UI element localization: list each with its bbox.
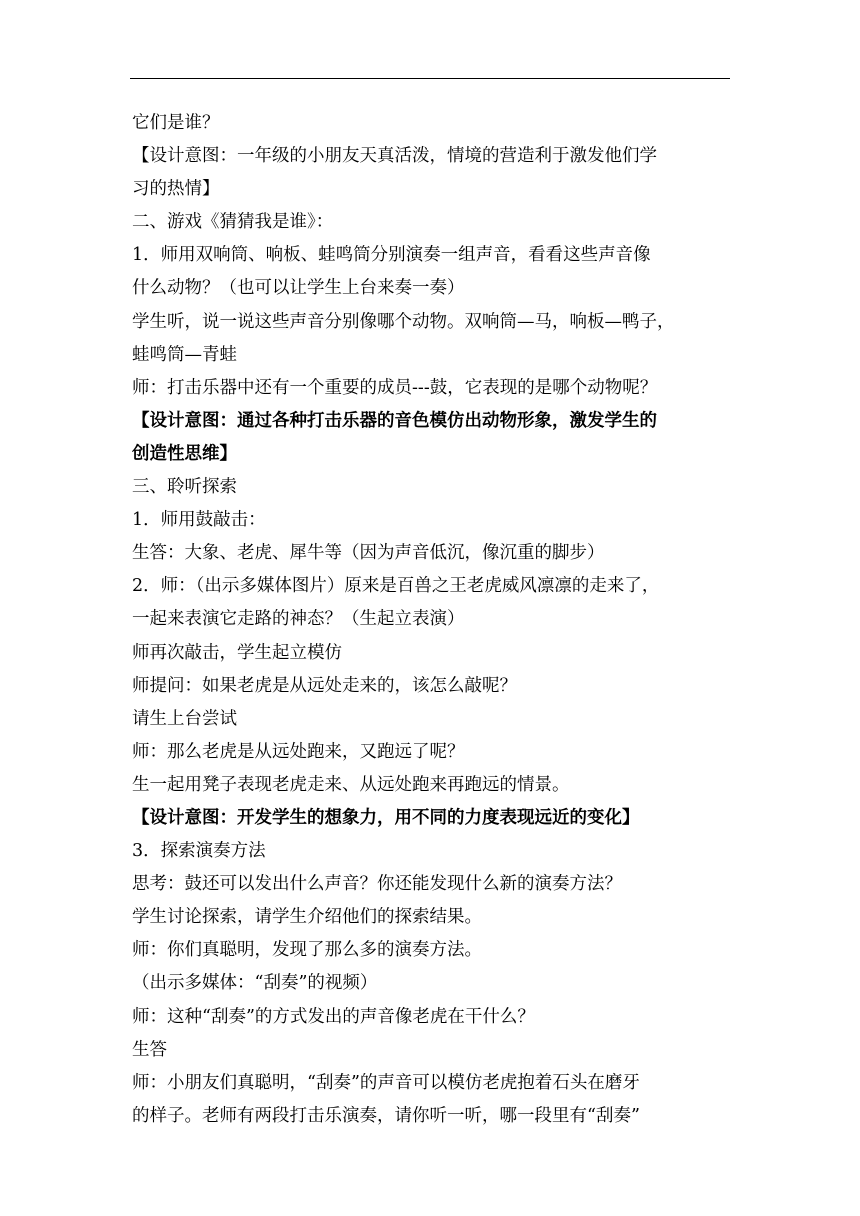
text-line: 什么动物？（也可以让学生上台来奏一奏） xyxy=(132,278,465,299)
text-line: 请生上台尝试 xyxy=(132,708,237,729)
text-line: （出示多媒体：“刮奏”的视频） xyxy=(132,973,378,994)
text-line: 师：你们真聪明，发现了那么多的演奏方法。 xyxy=(132,940,482,961)
text-line: 创造性思维】 xyxy=(132,443,237,464)
text-line: 学生讨论探索，请学生介绍他们的探索结果。 xyxy=(132,907,482,928)
text-line: 【设计意图：一年级的小朋友天真活泼，情境的营造利于激发他们学 xyxy=(132,146,657,167)
text-line: 习的热情】 xyxy=(132,179,220,200)
document-body xyxy=(132,107,732,1133)
text-line: 它们是谁？ xyxy=(132,113,220,133)
text-line: 师再次敲击，学生起立模仿 xyxy=(132,642,342,663)
text-line: 三、聆听探索 xyxy=(132,477,237,498)
header-rule xyxy=(130,78,730,79)
text-line: 生答：大象、老虎、犀牛等（因为声音低沉，像沉重的脚步） xyxy=(132,543,605,564)
text-line: 师：这种“刮奏”的方式发出的声音像老虎在干什么？ xyxy=(132,1006,535,1027)
text-line: 思考：鼓还可以发出什么声音？你还能发现什么新的演奏方法？ xyxy=(132,874,622,895)
text-line: 一起来表演它走路的神态？（生起立表演） xyxy=(132,609,465,630)
text-line: 师提问：如果老虎是从远处走来的，该怎么敲呢？ xyxy=(132,675,517,696)
text-line: 的样子。老师有两段打击乐演奏，请你听一听，哪一段里有“刮奏” xyxy=(132,1105,640,1126)
text-line: 1．师用双响筒、响板、蛙鸣筒分别演奏一组声音，看看这些声音像 xyxy=(132,245,651,266)
text-line: 师：小朋友们真聪明，“刮奏”的声音可以模仿老虎抱着石头在磨牙 xyxy=(132,1072,640,1093)
text-line: 生答 xyxy=(132,1039,167,1060)
text-line: 2．师：（出示多媒体图片）原来是百兽之王老虎威风凛凛的走来了， xyxy=(132,576,660,597)
text-line: 【设计意图：通过各种打击乐器的音色模仿出动物形象，激发学生的 xyxy=(132,410,657,431)
text-line: 1．师用鼓敲击： xyxy=(132,510,266,531)
text-line: 3．探索演奏方法 xyxy=(132,841,266,862)
text-line: 师：那么老虎是从远处跑来，又跑远了呢？ xyxy=(132,741,465,762)
text-line: 生一起用凳子表现老虎走来、从远处跑来再跑远的情景。 xyxy=(132,774,570,795)
text-line: 蛙鸣筒—青蛙 xyxy=(132,344,237,365)
text-line: 【设计意图：开发学生的想象力，用不同的力度表现远近的变化】 xyxy=(132,807,640,828)
text-line: 学生听，说一说这些声音分别像哪个动物。双响筒—马，响板—鸭子， xyxy=(132,311,675,332)
text-line: 师：打击乐器中还有一个重要的成员---鼓，它表现的是哪个动物呢？ xyxy=(132,377,658,398)
text-line: 二、游戏《猜猜我是谁》： xyxy=(132,212,334,233)
